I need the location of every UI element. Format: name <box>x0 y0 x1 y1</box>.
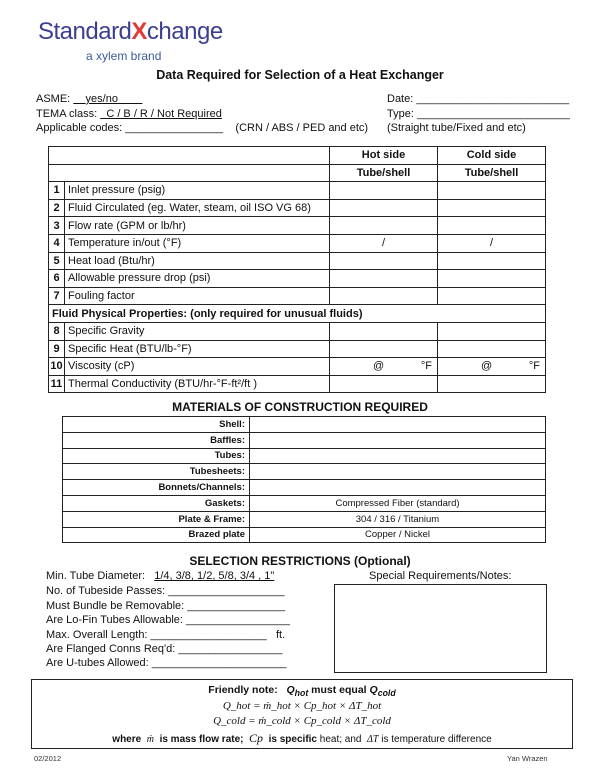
logo-x: X <box>131 18 147 45</box>
notes-label: Special Requirements/Notes: <box>369 570 512 582</box>
equation-hot: Q_hot = ṁ_hot × Cp_hot × ΔT_hot <box>222 700 382 712</box>
type-hint: (Straight tube/Fixed and etc) <box>387 122 526 134</box>
brand-logo <box>38 18 223 46</box>
footer-date: 02/2012 <box>34 754 62 763</box>
table-row: 3 Flow rate (GPM or lb/hr) <box>49 217 546 235</box>
lofin-field[interactable]: Are Lo-Fin Tubes Allowable: _________________ <box>46 614 291 626</box>
table-row: 2 Fluid Circulated (eg. Water, steam, oil ISO VG 68) <box>49 199 546 217</box>
row-label: Heat load (Btu/hr) <box>65 252 330 270</box>
hot-side-header: Hot side <box>330 147 438 165</box>
table-row: Bonnets/Channels: <box>63 480 546 496</box>
table-row: 1 Inlet pressure (psig) <box>49 182 546 200</box>
notes-textarea[interactable] <box>334 584 547 673</box>
friendly-note-legend: where ṁ is mass flow rate; Cp is specific heat; and ΔT is temperature difference <box>112 731 492 745</box>
row-label: Specific Gravity <box>65 322 330 340</box>
table-row: Baffles: <box>63 432 546 448</box>
flanged-field[interactable]: Are Flanged Conns Req'd: _________________ <box>46 643 283 655</box>
equation-cold: Q_cold = ṁ_cold × Cp_cold × ΔT_cold <box>213 715 391 727</box>
material-value[interactable] <box>250 480 546 496</box>
cold-cell[interactable] <box>438 270 546 288</box>
table-row: Plate & Frame: 304 / 316 / Titanium <box>63 511 546 527</box>
cold-cell[interactable] <box>438 252 546 270</box>
logo-text-right: change <box>146 18 223 45</box>
material-value[interactable] <box>250 432 546 448</box>
utubes-field[interactable]: Are U-tubes Allowed: ______________________ <box>46 657 287 669</box>
hot-cell[interactable] <box>330 287 438 305</box>
materials-table <box>62 416 546 543</box>
table-row: 7 Fouling factor <box>49 287 546 305</box>
asme-value: yes/no <box>85 93 118 105</box>
table-row: Gaskets: Compressed Fiber (standard) <box>63 495 546 511</box>
fluid-properties-header: Fluid Physical Properties: (only required for unusual fluids) <box>49 305 546 323</box>
spec-table <box>48 146 546 393</box>
tema-field[interactable]: TEMA class: C / B / R / Not Required <box>36 108 222 120</box>
passes-field[interactable]: No. of Tubeside Passes: ___________________ <box>46 585 285 597</box>
friendly-note-title: Friendly note: $Q_{hot}$ must equal $Q_{cold}$ <box>208 684 396 699</box>
table-row: 8 Specific Gravity <box>49 322 546 340</box>
table-row: Tubesheets: <box>63 464 546 480</box>
footer-author: Yan Wrazen <box>507 754 548 763</box>
cold-cell[interactable] <box>438 199 546 217</box>
row-label: Specific Heat (BTU/lb-°F) <box>65 340 330 358</box>
friendly-note <box>31 679 573 749</box>
hot-cell[interactable] <box>330 375 438 393</box>
table-row: 10 Viscosity (cP) @ °F @ °F <box>49 358 546 376</box>
cold-cell[interactable] <box>438 217 546 235</box>
codes-field[interactable]: Applicable codes: ________________ (CRN / ABS / PED and etc) <box>36 122 369 134</box>
asme-field[interactable]: ASME: yes/no <box>36 93 142 105</box>
hot-cell[interactable] <box>330 217 438 235</box>
cold-cell[interactable]: @ °F <box>438 358 546 376</box>
row-label: Flow rate (GPM or lb/hr) <box>65 217 330 235</box>
hot-tube-shell: Tube/shell <box>330 164 438 182</box>
restrictions-title: SELECTION RESTRICTIONS (Optional) <box>189 554 411 568</box>
material-value[interactable]: Copper / Nickel <box>250 527 546 543</box>
cold-tube-shell: Tube/shell <box>438 164 546 182</box>
material-value[interactable]: Compressed Fiber (standard) <box>250 495 546 511</box>
date-field[interactable]: Date: _________________________ <box>387 93 570 105</box>
cold-cell[interactable] <box>438 340 546 358</box>
logo-text-left: Standard <box>38 18 132 45</box>
row-label: Temperature in/out (°F) <box>65 234 330 252</box>
table-row: 11 Thermal Conductivity (BTU/hr-°F-ft²/ft ) <box>49 375 546 393</box>
hot-cell[interactable]: @ °F <box>330 358 438 376</box>
type-field[interactable]: Type: _________________________ <box>387 108 570 120</box>
table-row: 4 Temperature in/out (°F) / / <box>49 234 546 252</box>
cold-cell[interactable] <box>438 182 546 200</box>
table-row: Tubes: <box>63 448 546 464</box>
row-label: Allowable pressure drop (psi) <box>65 270 330 288</box>
table-row: 5 Heat load (Btu/hr) <box>49 252 546 270</box>
hot-cell[interactable] <box>330 340 438 358</box>
material-value[interactable]: 304 / 316 / Titanium <box>250 511 546 527</box>
cold-cell[interactable] <box>438 287 546 305</box>
length-field[interactable]: Max. Overall Length: ___________________ ft. <box>46 629 286 641</box>
hot-cell[interactable] <box>330 270 438 288</box>
codes-hint: (CRN / ABS / PED and etc) <box>235 122 369 134</box>
cold-cell[interactable]: / <box>438 234 546 252</box>
hot-cell[interactable]: / <box>330 234 438 252</box>
hot-cell[interactable] <box>330 199 438 217</box>
row-label: Fouling factor <box>65 287 330 305</box>
logo-subtitle: a xylem brand <box>86 49 162 63</box>
material-value[interactable] <box>250 417 546 433</box>
hot-cell[interactable] <box>330 182 438 200</box>
table-row: Brazed plate Copper / Nickel <box>63 527 546 543</box>
row-label: Inlet pressure (psig) <box>65 182 330 200</box>
cold-cell[interactable] <box>438 322 546 340</box>
cold-cell[interactable] <box>438 375 546 393</box>
row-label: Fluid Circulated (eg. Water, steam, oil ISO VG 68) <box>65 199 330 217</box>
removable-field[interactable]: Must Bundle be Removable: ________________ <box>46 600 286 612</box>
material-value[interactable] <box>250 464 546 480</box>
min-tube-value: 1/4, 3/8, 1/2, 5/8, 3/4 , 1" <box>154 570 275 582</box>
hot-cell[interactable] <box>330 322 438 340</box>
min-tube-field[interactable]: Min. Tube Diameter: 1/4, 3/8, 1/2, 5/8, 3/4 , 1" <box>46 570 275 582</box>
material-value[interactable] <box>250 448 546 464</box>
tema-value: C / B / R / Not Required <box>106 108 222 120</box>
row-label: Thermal Conductivity (BTU/hr-°F-ft²/ft ) <box>65 375 330 393</box>
table-row: Shell: <box>63 417 546 433</box>
cold-side-header: Cold side <box>438 147 546 165</box>
table-row: 6 Allowable pressure drop (psi) <box>49 270 546 288</box>
table-row: 9 Specific Heat (BTU/lb-°F) <box>49 340 546 358</box>
materials-title: MATERIALS OF CONSTRUCTION REQUIRED <box>172 400 428 414</box>
hot-cell[interactable] <box>330 252 438 270</box>
row-label: Viscosity (cP) <box>65 358 330 376</box>
page-title: Data Required for Selection of a Heat Exchanger <box>156 68 444 82</box>
